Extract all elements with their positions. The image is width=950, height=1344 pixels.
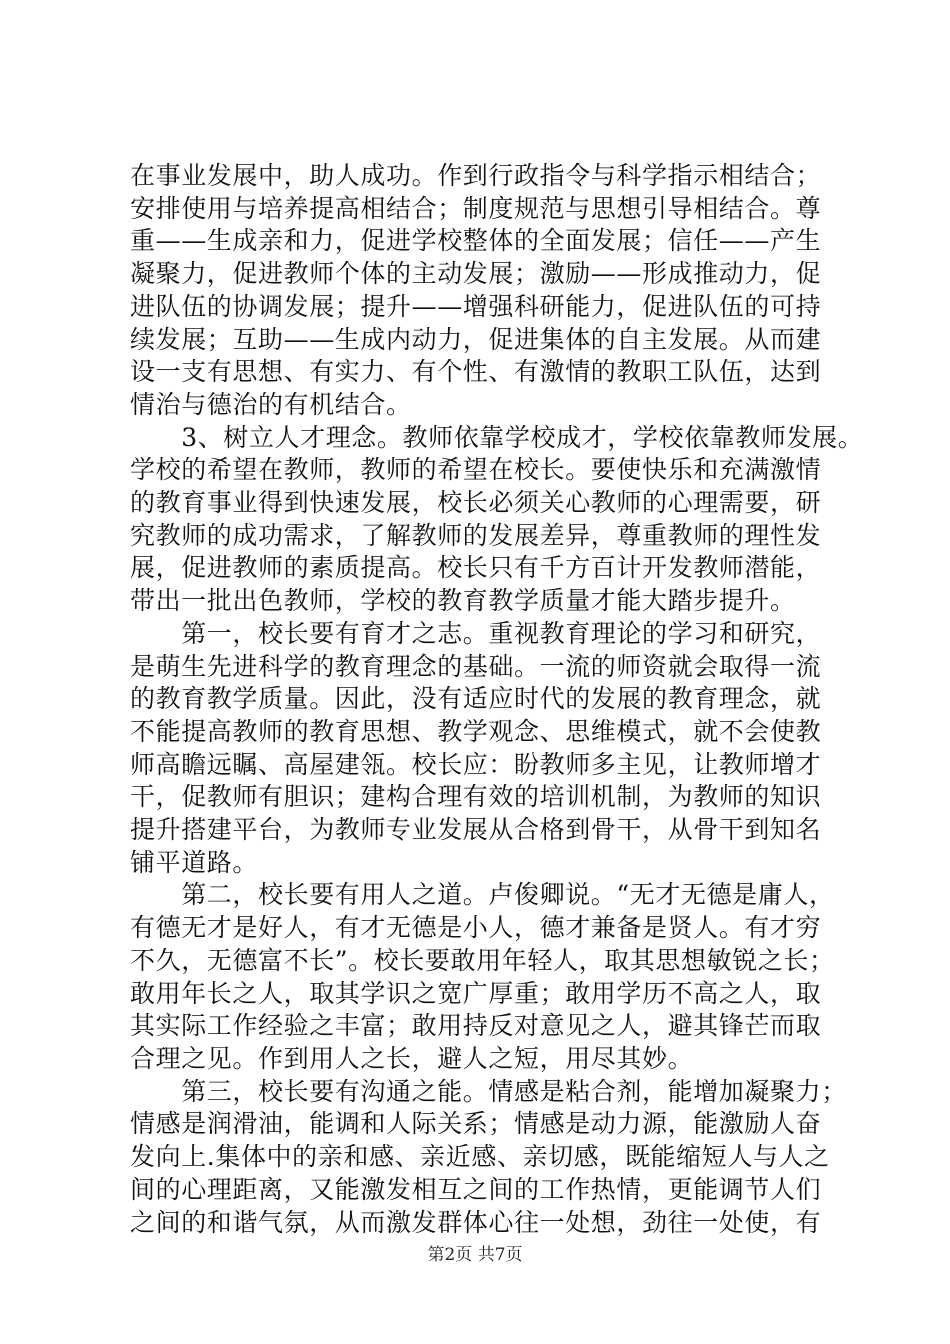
text-line: 师高瞻远瞩、高屋建瓴。校长应：盼教师多主见，让教师增才 xyxy=(130,749,822,779)
text-line: 凝聚力，促进教师个体的主动发展；激励——形成推动力，促 xyxy=(130,259,822,289)
text-line: 间的心理距离，又能激发相互之间的工作热情，更能调节人们 xyxy=(130,1174,822,1204)
text-line: 续发展；互助——生成内动力，促进集体的自主发展。从而建 xyxy=(130,324,822,354)
text-line: 第一，校长要有育才之志。重视教育理论的学习和研究， xyxy=(130,618,822,648)
text-line: 第三，校长要有沟通之能。情感是粘合剂，能增加凝聚力； xyxy=(130,1076,847,1106)
text-line: 学校的希望在教师，教师的希望在校长。要使快乐和充满激情 xyxy=(130,455,822,485)
text-line: 重——生成亲和力，促进学校整体的全面发展；信任——产生 xyxy=(130,226,822,256)
text-line: 3、树立人才理念。教师依靠学校成才，学校依靠教师发展。 xyxy=(130,422,864,452)
text-line: 究教师的成功需求，了解教师的发展差异，尊重教师的理性发 xyxy=(130,520,822,550)
text-line: 有德无才是好人，有才无德是小人，德才兼备是贤人。有才穷 xyxy=(130,913,822,943)
text-line: 不久，无德富不长”。校长要敢用年轻人，取其思想敏锐之长； xyxy=(130,945,835,975)
text-line: 的教育教学质量。因此，没有适应时代的发展的教育理念，就 xyxy=(130,684,822,714)
text-line: 带出一批出色教师，学校的教育教学质量才能大踏步提升。 xyxy=(130,586,796,616)
text-line: 不能提高教师的教育思想、教学观念、思维模式，就不会使教 xyxy=(130,716,822,746)
text-line: 情感是润滑油，能调和人际关系；情感是动力源，能激励人奋 xyxy=(130,1109,822,1139)
text-line: 提升搭建平台，为教师专业发展从合格到骨干，从骨干到知名 xyxy=(130,815,822,845)
text-line: 敢用年长之人，取其学识之宽广厚重；敢用学历不高之人，取 xyxy=(130,978,822,1008)
document-body xyxy=(130,160,864,1239)
text-line: 是萌生先进科学的教育理念的基础。一流的师资就会取得一流 xyxy=(130,651,822,681)
text-line: 干，促教师有胆识；建构合理有效的培训机制，为教师的知识 xyxy=(130,782,822,812)
text-line: 发向上.集体中的亲和感、亲近感、亲切感，既能缩短人与人之 xyxy=(130,1142,830,1172)
text-line: 铺平道路。 xyxy=(130,847,259,877)
text-line: 第二，校长要有用人之道。卢俊卿说。“无才无德是庸人， xyxy=(130,880,835,910)
text-line: 展，促进教师的素质提高。校长只有千方百计开发教师潜能， xyxy=(130,553,822,583)
page-footer: 第2页 共7页 xyxy=(427,1245,523,1265)
text-line: 进队伍的协调发展；提升——增强科研能力，促进队伍的可持 xyxy=(130,291,822,321)
text-line: 情治与德治的有机结合。 xyxy=(130,389,412,419)
text-line: 安排使用与培养提高相结合；制度规范与思想引导相结合。尊 xyxy=(130,193,822,223)
text-line: 在事业发展中，助人成功。作到行政指令与科学指示相结合； xyxy=(130,161,822,190)
text-line: 的教育事业得到快速发展，校长必须关心教师的心理需要，研 xyxy=(130,488,822,518)
text-line: 合理之见。作到用人之长，避人之短，用尽其妙。 xyxy=(130,1043,694,1073)
text-line: 设一支有思想、有实力、有个性、有激情的教职工队伍，达到 xyxy=(130,357,822,387)
text-line: 其实际工作经验之丰富；敢用持反对意见之人，避其锋芒而取 xyxy=(130,1011,822,1041)
text-line: 之间的和谐气氛，从而激发群体心往一处想，劲往一处使，有 xyxy=(130,1207,822,1237)
